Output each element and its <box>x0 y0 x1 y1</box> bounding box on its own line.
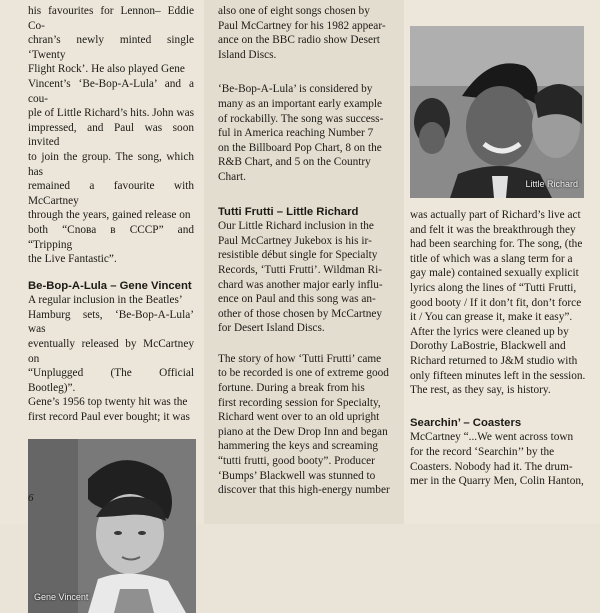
text-line: had been searching for. The song, (the <box>410 238 583 251</box>
text-line: ful in America reaching Number 7 <box>218 127 374 140</box>
text-line: on the Billboard Pop Chart, 8 on the <box>218 141 382 154</box>
text-line: Hamburg sets, ‘Be-Bop-A-Lula’ was <box>28 308 194 336</box>
paragraph <box>218 4 394 62</box>
column-middle <box>204 0 404 524</box>
paragraph <box>218 219 394 336</box>
text-line: resistible début single for Specialty <box>218 249 378 262</box>
text-line: the Live Fantastic”. <box>28 253 117 266</box>
text-line: discover that this high-energy number <box>218 484 390 497</box>
text-line: both “Cnова в СССР” and “Tripping <box>28 223 194 251</box>
paragraph <box>28 4 194 267</box>
text-line: Vincent’s ‘Be-Bop-A-Lula’ and a cou- <box>28 77 194 105</box>
text-line: R&B Chart, and 5 on the Country <box>218 156 371 169</box>
text-line: Island Discs. <box>218 48 277 61</box>
section-heading: Be-Bop-A-Lula – Gene Vincent <box>28 279 192 292</box>
text-line: his favourites for Lennon– Eddie Co- <box>28 5 194 32</box>
page-number: 6 <box>28 492 34 505</box>
photo-caption: Gene Vincent <box>34 592 89 603</box>
text-line: Paul McCartney Jukebox is his ir- <box>218 234 372 247</box>
text-line: Coasters. Nobody had it. The drum- <box>410 460 573 473</box>
text-line: eventually released by McCartney on <box>28 338 194 365</box>
paragraph <box>218 352 394 498</box>
text-line: Our Little Richard inclusion in the <box>218 220 374 233</box>
text-line: many as an important early example <box>218 97 383 110</box>
text-line: hammering the keys and screaming <box>218 440 378 453</box>
section-heading: Tutti Frutti – Little Richard <box>218 205 359 218</box>
gene-vincent-photo <box>28 439 196 613</box>
text-line: good booty / If it don’t fit, don’t force <box>410 296 582 309</box>
text-line: other of those chosen by McCartney <box>218 307 383 320</box>
portrait-illustration <box>28 439 196 613</box>
text-line: first record Paul ever bought; it was <box>28 411 190 424</box>
column-right <box>404 0 600 524</box>
text-line: “tutti frutti, good booty”. Producer <box>218 455 375 468</box>
text-line: lyrics along the lines of “Tutti Frutti, <box>410 281 577 294</box>
section-heading: Searchin’ – Coasters <box>410 416 522 429</box>
text-line: McCartney “...We went across town <box>410 431 574 444</box>
text-line: to be recorded is one of extreme good <box>218 367 389 380</box>
text-line: title of which was a slang term for a <box>410 252 573 265</box>
text-line: fortune. During a break from his <box>218 382 365 395</box>
text-line: Records, ‘Tutti Frutti’. Wildman Ri- <box>218 263 382 276</box>
text-line: piano at the Dew Drop Inn and began <box>218 425 388 438</box>
text-line: Dorothy LaBostrie, Blackwell and <box>410 340 566 353</box>
paragraph <box>410 208 588 398</box>
text-line: ‘Bumps’ Blackwell was stunned to <box>218 469 376 482</box>
paragraph <box>410 430 588 488</box>
text-line: ple of Little Richard’s hits. John was <box>28 107 194 120</box>
text-line: Flight Rock’. He also played Gene <box>28 63 185 76</box>
text-line: A regular inclusion in the Beatles’ <box>28 294 183 307</box>
text-line: of rockabilly. The song was success- <box>218 112 384 125</box>
text-line: gay male) contained sexually explicit <box>410 267 579 280</box>
paragraph <box>28 293 194 424</box>
little-richard-photo <box>410 26 584 198</box>
text-line: first recording session for Specialty, <box>218 396 381 409</box>
portrait-illustration <box>410 26 584 198</box>
text-line: for the record ‘Searchin’’ by the <box>410 445 555 458</box>
text-line: The story of how ‘Tutti Frutti’ came <box>218 352 382 365</box>
photo-caption: Little Richard <box>525 179 578 190</box>
text-line: After the lyrics were cleaned up by <box>410 325 569 338</box>
text-line: for Desert Island Discs. <box>218 322 325 335</box>
text-line: Chart. <box>218 170 246 183</box>
text-line: Paul McCartney for his 1982 appear- <box>218 19 386 32</box>
text-line: Richard returned to J&M studio with <box>410 354 578 367</box>
column-left <box>0 0 204 603</box>
text-line: through the years, gained release on <box>28 209 191 222</box>
text-line: ence on Paul and this song was an- <box>218 293 376 306</box>
text-line: The rest, as they say, is history. <box>410 384 551 397</box>
text-line: to join the group. The song, which has <box>28 150 194 178</box>
text-line: was actually part of Richard’s live act <box>410 209 581 221</box>
text-line: also one of eight songs chosen by <box>218 5 370 17</box>
text-line: impressed, and Paul was soon invited <box>28 121 194 149</box>
text-line: Gene’s 1956 top twenty hit was the <box>28 396 188 409</box>
text-line: remained a favourite with McCartney <box>28 180 194 207</box>
text-line: and felt it was the breakthrough they <box>410 223 576 236</box>
text-line: only fifteen minutes left in the session. <box>410 369 586 382</box>
paragraph <box>218 82 394 184</box>
text-line: “Unplugged (The Official Bootleg)”. <box>28 367 194 394</box>
text-line: chard was another major early influ- <box>218 278 383 291</box>
text-line: it / You can grease it, make it easy”. <box>410 311 573 324</box>
text-line: Richard went over to an old upright <box>218 411 380 424</box>
text-line: mer in the Quarry Men, Colin Hanton, <box>410 475 584 488</box>
text-line: ance on the BBC radio show Desert <box>218 34 380 47</box>
text-line: ‘Be-Bop-A-Lula’ is considered by <box>218 83 373 96</box>
text-line: chran’s newly minted single ‘Twenty <box>28 34 194 61</box>
